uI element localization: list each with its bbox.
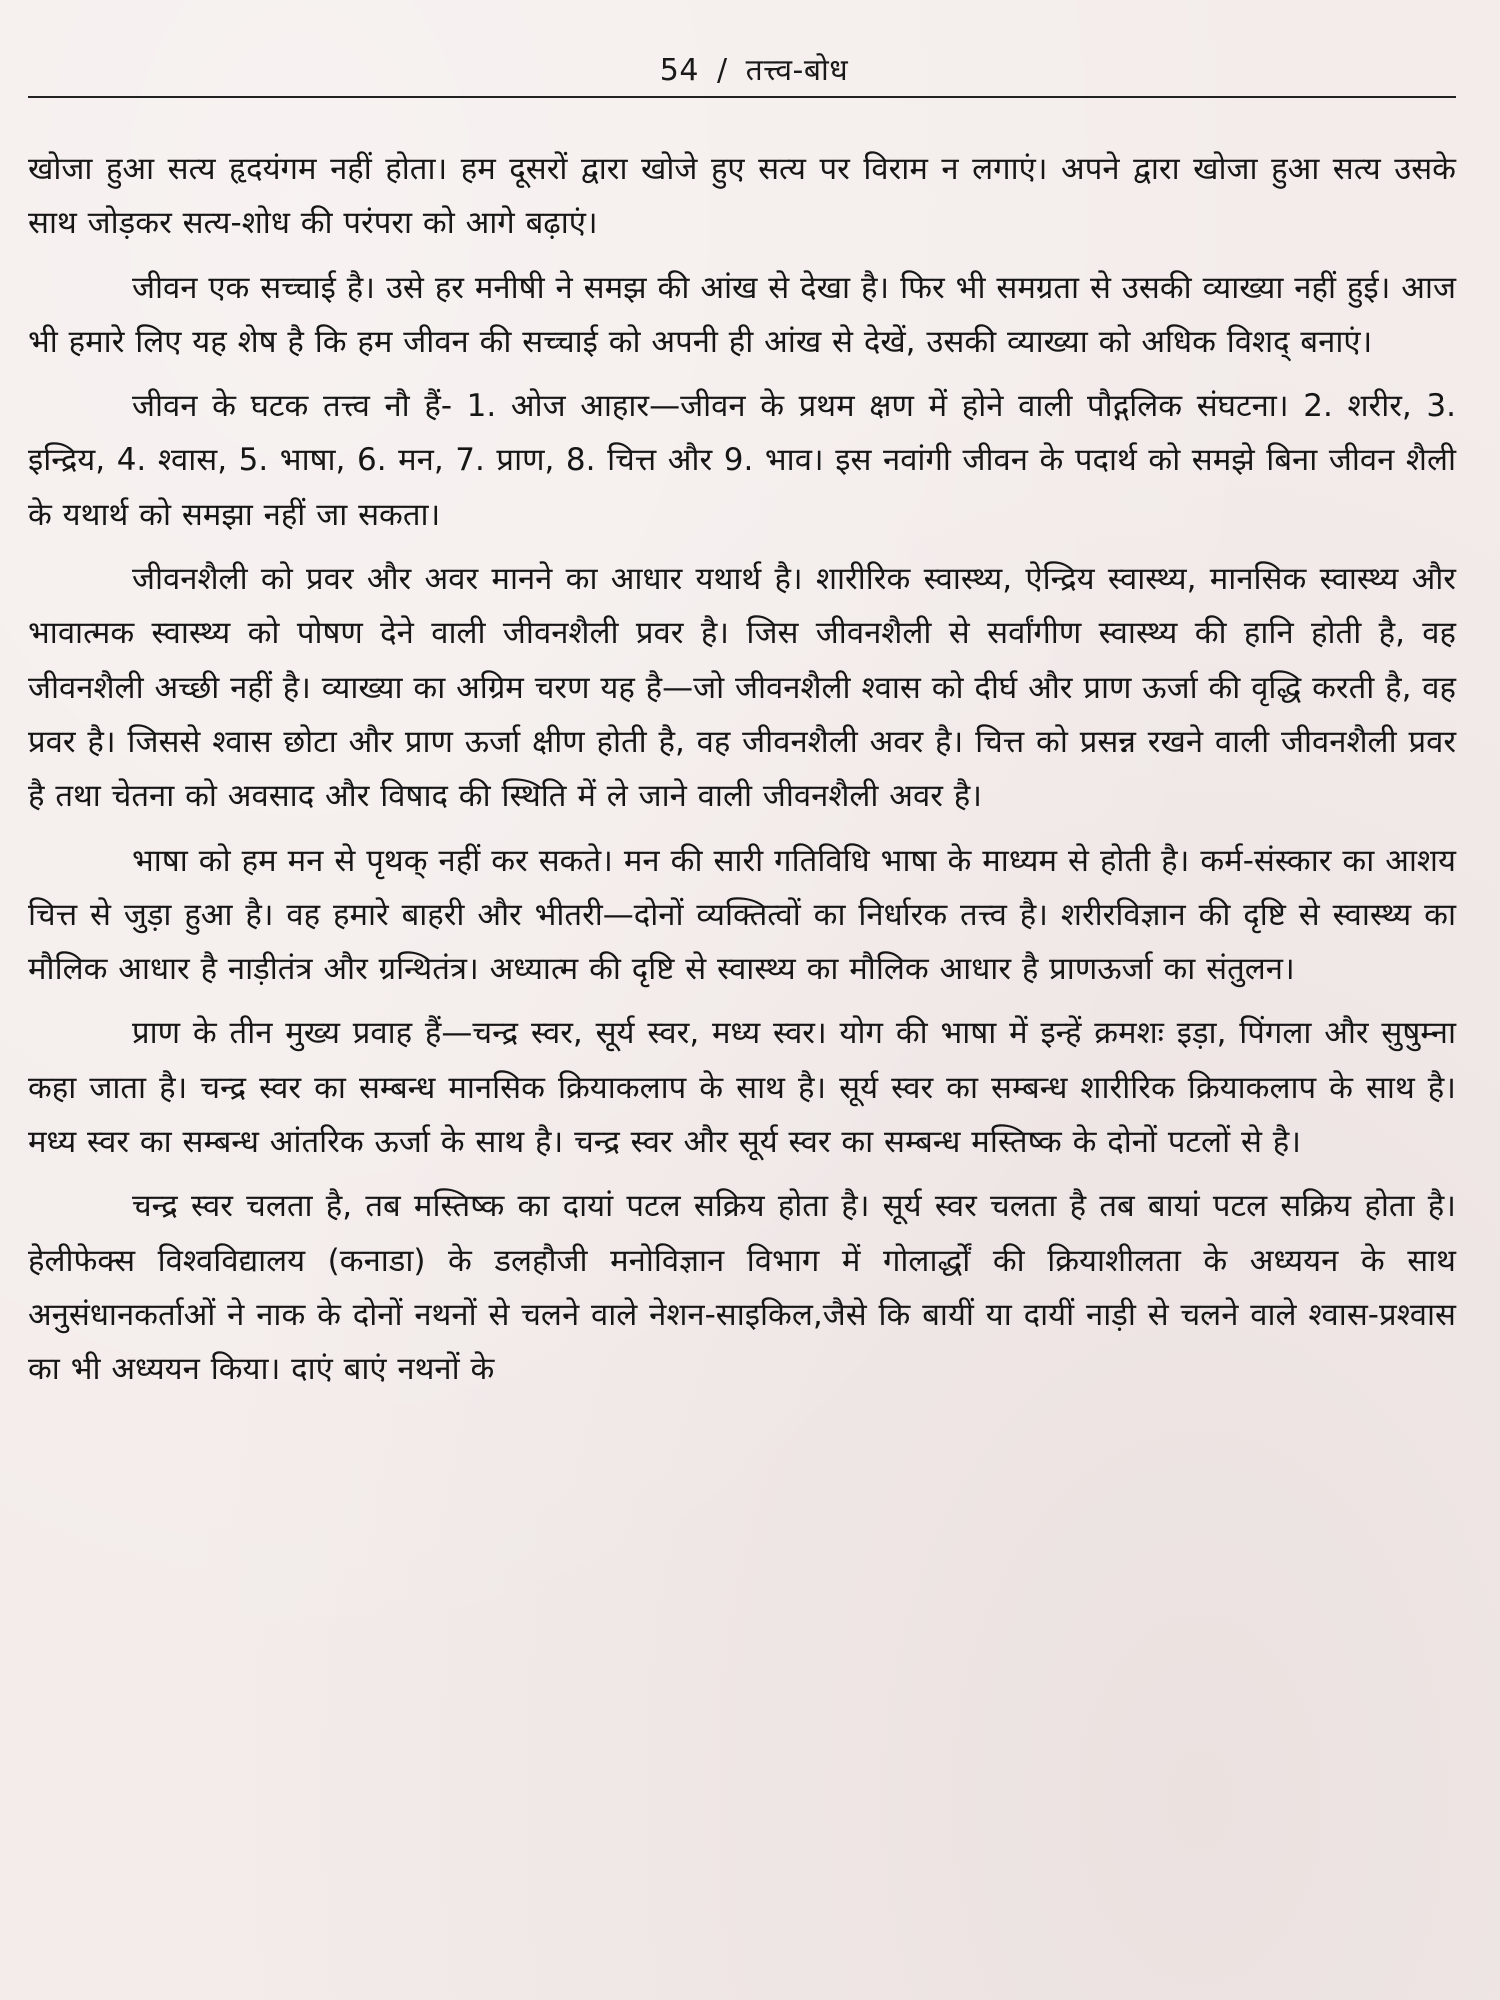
paragraph-4: जीवनशैली को प्रवर और अवर मानने का आधार यथार्थ है। शारीरिक स्वास्थ्य, ऐन्द्रिय स्वास्थ्य, मानसिक स्वास्थ्य और भावात्मक स्वास्थ्य को पोषण देने वाली जीवनशैली प्रवर है। जिस जीवनशैली से सर्वांगीण स्वास्थ्य की हानि होती है, वह जीवनशैली अच्छी नहीं है। व्याख्या का अग्रिम चरण यह है—जो जीवनशैली श्वास को दीर्घ और प्राण ऊर्जा की वृद्धि करती है, वह प्रवर है। जिससे श्वास छोटा और प्राण ऊर्जा क्षीण होती है, वह जीवनशैली अवर है। चित्त को प्रसन्न रखने वाली जीवनशैली प्रवर है तथा चेतना को अवसाद और विषाद की स्थिति में ले जाने वाली जीवनशैली अवर है। [28,561,1456,815]
book-title: तत्त्व-बोध [745,53,849,88]
paragraph-3: जीवन के घटक तत्त्व नौ हैं- 1. ओज आहार—जीवन के प्रथम क्षण में होने वाली पौद्गलिक संघटना। 2. शरीर, 3. इन्द्रिय, 4. श्वास, 5. भाषा, 6. मन, 7. प्राण, 8. चित्त और 9. भाव। इस नवांगी जीवन के पदार्थ को समझे बिना जीवन शैली के यथार्थ को समझा नहीं जा सकता। [28,388,1456,533]
paragraph-1: खोजा हुआ सत्य हृदयंगम नहीं होता। हम दूसरों द्वारा खोजे हुए सत्य पर विराम न लगाएं। अपने द्वारा खोजा हुआ सत्य उसके साथ जोड़कर सत्य-शोध की परंपरा को आगे बढ़ाएं। [28,151,1456,242]
header-separator: / [717,53,728,88]
paragraph-6: प्राण के तीन मुख्य प्रवाह हैं—चन्द्र स्वर, सूर्य स्वर, मध्य स्वर। योग की भाषा में इन्हें क्रमशः इड़ा, पिंगला और सुषुम्ना कहा जाता है। चन्द्र स्वर का सम्बन्ध मानसिक क्रियाकलाप के साथ है। सूर्य स्वर का सम्बन्ध शारीरिक क्रियाकलाप के साथ है। मध्य स्वर का सम्बन्ध आंतरिक ऊर्जा के साथ है। चन्द्र स्वर और सूर्य स्वर का सम्बन्ध मस्तिष्क के दोनों पटलों से है। [28,1015,1456,1161]
page-header [0,48,1500,89]
paragraph-7: चन्द्र स्वर चलता है, तब मस्तिष्क का दायां पटल सक्रिय होता है। सूर्य स्वर चलता है तब बायां पटल सक्रिय होता है। हेलीफेक्स विश्वविद्यालय (कनाडा) के डलहौजी मनोविज्ञान विभाग में गोलार्द्धों की क्रियाशीलता के अध्ययन के साथ अनुसंधानकर्ताओं ने नाक के दोनों नथनों से चलने वाले नेशन-साइकिल,जैसे कि बायीं या दायीं नाड़ी से चलने वाले श्वास-प्रश्वास का भी अध्ययन किया। दाएं बाएं नथनों के [28,1188,1456,1388]
page-number: 54 [659,53,699,88]
header-rule [28,96,1456,98]
paragraph-2: जीवन एक सच्चाई है। उसे हर मनीषी ने समझ की आंख से देखा है। फिर भी समग्रता से उसकी व्याख्या नहीं हुई। आज भी हमारे लिए यह शेष है कि हम जीवन की सच्चाई को अपनी ही आंख से देखें, उसकी व्याख्या को अधिक विशद् बनाएं। [28,269,1456,360]
paragraph-5: भाषा को हम मन से पृथक् नहीं कर सकते। मन की सारी गतिविधि भाषा के माध्यम से होती है। कर्म-संस्कार का आशय चित्त से जुड़ा हुआ है। वह हमारे बाहरी और भीतरी—दोनों व्यक्तित्वों का निर्धारक तत्त्व है। शरीरविज्ञान की दृष्टि से स्वास्थ्य का मौलिक आधार है नाड़ीतंत्र और ग्रन्थितंत्र। अध्यात्म की दृष्टि से स्वास्थ्य का मौलिक आधार है प्राणऊर्जा का संतुलन। [28,842,1456,988]
page-body [28,142,1456,1407]
